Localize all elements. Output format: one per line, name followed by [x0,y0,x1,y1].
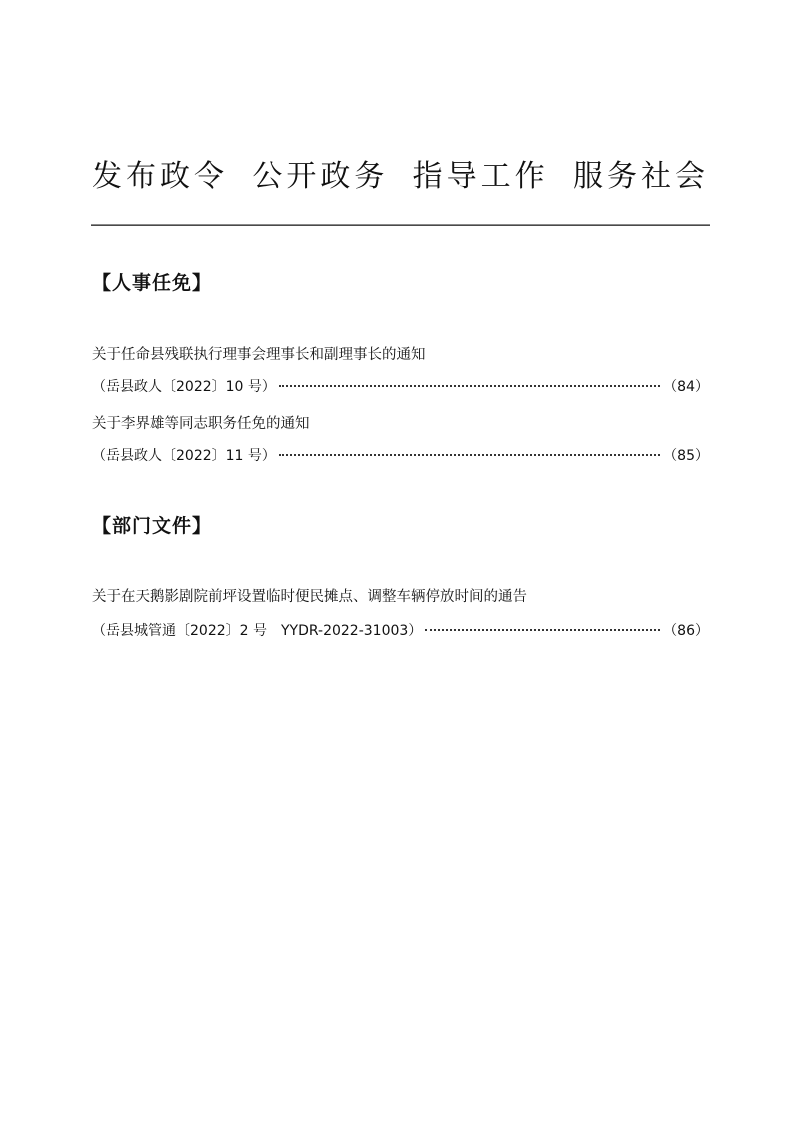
section-title-personnel: 【人事任免】 [92,272,213,294]
motto-item-2: 公开政务 [252,159,389,194]
header-motto [92,148,709,198]
motto-item-3: 指导工作 [412,159,549,194]
section-title-department-docs: 【部门文件】 [92,515,213,537]
entry-doc-number: （岳县政人〔2022〕11 号） [92,448,276,464]
entry-title[interactable]: 关于在天鹅影剧院前坪设置临时便民摊点、调整车辆停放时间的通告 [92,589,527,605]
entry-page-number: （85） [663,448,709,464]
entry-page-number: （86） [663,623,709,639]
header-divider [91,224,710,226]
entry-doc-number: （岳县政人〔2022〕10 号） [92,379,276,395]
entry-title[interactable]: 关于任命县残联执行理事会理事长和副理事长的通知 [92,347,426,363]
entry-ref-row[interactable] [92,376,709,396]
motto-item-1: 发布政令 [92,159,228,194]
entry-title[interactable]: 关于李界雄等同志职务任免的通知 [92,416,310,432]
entry-doc-number: （岳县城管通〔2022〕2 号 YYDR-2022-31003） [92,623,423,639]
dot-leader [279,385,660,387]
dot-leader [425,629,660,631]
motto-item-4: 服务社会 [572,159,709,194]
entry-page-number: （84） [663,379,709,395]
entry-ref-row[interactable] [92,445,709,465]
entry-ref-row[interactable] [92,620,709,640]
dot-leader [279,454,660,456]
